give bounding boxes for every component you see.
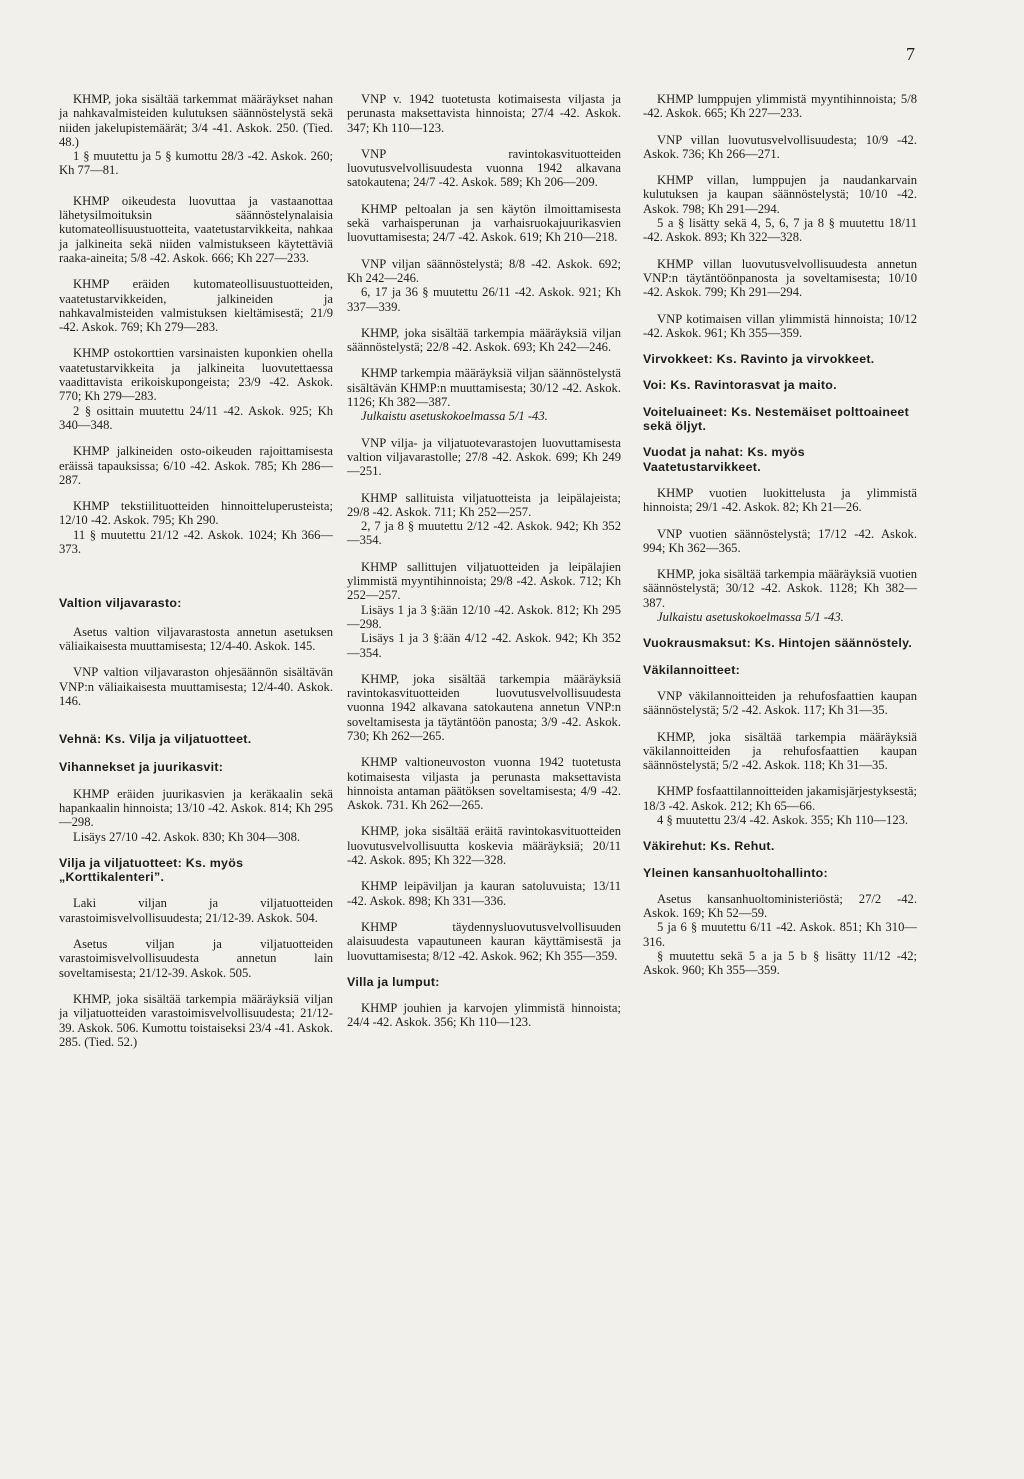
entry-text: KHMP, joka sisältää tarkempia määräyksiä väkilannoitteiden ja rehufosfaattien kaupan säännöstelystä; 5/2 -42. Askok. 118; Kh 31—35. xyxy=(643,729,917,773)
entry-text: 4 § muutettu 23/4 -42. Askok. 355; Kh 110—123. xyxy=(657,812,909,827)
entry-text: KHMP tekstiilituotteiden hinnoitteluperusteista; 12/10 -42. Askok. 795; Kh 290. xyxy=(59,499,333,528)
entry xyxy=(347,1001,621,1030)
entry xyxy=(59,499,333,556)
entry-text: Julkaistu asetuskokoelmassa 5/1 -43. xyxy=(361,409,548,424)
entry-text: 5 a § lisätty sekä 4, 5, 6, 7 ja 8 § muutettu 18/11 -42. Askok. 893; Kh 322—328. xyxy=(643,216,917,245)
entry xyxy=(643,892,917,978)
entry-text: VNP vilja- ja viljatuotevarastojen luovuttamisesta valtion viljavarastolle; 27/8 -42. Askok. 699; Kh 249—251. xyxy=(347,435,621,479)
entry-text: VNP valtion viljavaraston ohjesäännön sisältävän VNP:n väliaikaisesta muuttamisesta; 12/4-40. Askok. 146. xyxy=(59,665,333,708)
entry-text: KHMP vuotien luokittelusta ja ylimmistä hinnoista; 29/1 -42. Askok. 82; Kh 21—26. xyxy=(643,485,917,515)
entry-text: KHMP ostokorttien varsinaisten kuponkien ohella vaatetustarvikkeita ja jalkineita luovutettaessa vaadittavista erikoiskupongeista; 23/9 -42. Askok. 770; Kh 279—283. xyxy=(59,346,333,404)
middle-column xyxy=(347,92,621,1042)
entry-text: KHMP sallittujen viljatuotteiden ja leipälajien ylimmistä myyntihinnoista; 29/8 -42. Askok. 712; Kh 252—257. xyxy=(347,559,621,603)
entry-text: 6, 17 ja 36 § muutettu 26/11 -42. Askok. 921; Kh 337—339. xyxy=(347,285,621,314)
entry-text: VNP ravintokasvituotteiden luovutusvelvollisuudesta vuonna 1942 alkavana satokautena; 24/7 -42. Askok. 589; Kh 206—209. xyxy=(347,146,621,190)
entry xyxy=(347,147,621,190)
section-heading: Vehnä: Ks. Vilja ja viljatuotteet. xyxy=(59,732,252,747)
entry xyxy=(347,92,621,135)
entry xyxy=(59,194,333,265)
entry-text: VNP vuotien säännöstelystä; 17/12 -42. Askok. 994; Kh 362—365. xyxy=(643,526,917,555)
entry-text: VNP viljan säännöstelystä; 8/8 -42. Askok. 692; Kh 242—246. xyxy=(347,256,621,285)
entry xyxy=(347,257,621,314)
section-heading: Väkirehut: Ks. Rehut. xyxy=(643,839,775,854)
entry xyxy=(643,730,917,773)
page-number: 7 xyxy=(906,44,915,64)
section-heading: Voi: Ks. Ravintorasvat ja maito. xyxy=(643,378,837,393)
entry xyxy=(643,173,917,244)
entry xyxy=(643,312,917,341)
section-heading: Vilja ja viljatuotteet: Ks. myös „Korttikalenteri”. xyxy=(59,855,244,885)
entry-text: KHMP, joka sisältää eräitä ravintokasvituotteiden luovutusvelvollisuutta koskevia määräyksiä; 20/11 -42. Askok. 895; Kh 322—328. xyxy=(347,824,621,868)
entry-text: 5 ja 6 § muutettu 6/11 -42. Askok. 851; Kh 310—316. xyxy=(643,920,917,949)
entry-text: Asetus valtion viljavarastosta annetun asetuksen väliaikaisesta muuttamisesta; 12/4-40. Askok. 145. xyxy=(59,624,333,653)
entry-text: Julkaistu asetuskokoelmassa 5/1 -43. xyxy=(657,610,844,625)
entry-text: KHMP peltoalan ja sen käytön ilmoittamisesta sekä varhaisperunan ja varhaisruokajuurikasvien luovuttamisesta; 24/7 -42. Askok. 619; Kh 210—218. xyxy=(347,201,621,245)
entry xyxy=(643,567,917,624)
entry xyxy=(59,346,333,432)
entry-text: KHMP, joka sisältää tarkempia määräyksiä viljan ja viljatuotteiden varastoimisvelvollisuudesta; 21/12-39. Askok. 506. Kumottu toistaiseksi 23/4 -41. Askok. 285. (Tied. 52.) xyxy=(59,991,333,1049)
section-heading: Voiteluaineet: Ks. Nestemäiset polttoaineet sekä öljyt. xyxy=(643,404,910,434)
entry xyxy=(347,824,621,867)
entry-text: KHMP sallituista viljatuotteista ja leipälajeista; 29/8 -42. Askok. 711; Kh 252—257. xyxy=(347,490,621,519)
entry-text: Lisäys 27/10 -42. Askok. 830; Kh 304—308. xyxy=(73,829,301,844)
entry-text: KHMP fosfaattilannoitteiden jakamisjärjestyksestä; 18/3 -42. Askok. 212; Kh 65—66. xyxy=(643,784,917,813)
entry-text: VNP kotimaisen villan ylimmistä hinnoista; 10/12 -42. Askok. 961; Kh 355—359. xyxy=(643,311,917,340)
entry-text: 2, 7 ja 8 § muutettu 2/12 -42. Askok. 942; Kh 352—354. xyxy=(347,519,621,548)
section-heading: Villa ja lumput: xyxy=(347,974,440,989)
entry xyxy=(643,257,917,300)
entry-text: KHMP, joka sisältää tarkemmat määräykset nahan ja nahkavalmisteiden kulutuksen säännöstelystä sekä niiden jakelupistemäärät; 3/4 -41. Askok. 250. (Tied. 48.) xyxy=(59,92,333,149)
left-column xyxy=(59,92,333,1061)
entry xyxy=(643,92,917,121)
entry-text: KHMP leipäviljan ja kauran satoluvuista; 13/11 -42. Askok. 898; Kh 331—336. xyxy=(347,879,621,908)
entry-text: KHMP eräiden juurikasvien ja keräkaalin sekä hapankaalin hinnoista; 13/10 -42. Askok. 814; Kh 295—298. xyxy=(59,786,333,830)
entry-text: 1 § muutettu ja 5 § kumottu 28/3 -42. Askok. 260; Kh 77—81. xyxy=(59,149,333,178)
entry-text: KHMP villan luovutusvelvollisuudesta annetun VNP:n täytäntöönpanosta ja soveltamisesta; 10/10 -42. Askok. 799; Kh 291—294. xyxy=(643,256,917,300)
entry-text: KHMP täydennysluovutusvelvollisuuden alaisuudesta vapautuneen kauran käyttämisestä ja luovuttamisesta; 8/12 -42. Askok. 962; Kh 355—359. xyxy=(347,919,621,963)
entry xyxy=(347,560,621,660)
entry-text: KHMP, joka sisältää tarkempia määräyksiä ravintokasvituotteiden luovutusvelvollisuudesta vuonna 1942 alkavana satokautena annetun VNP:n soveltamisesta ja täytäntöön panosta; 3/9 -42. Askok. 730; Kh 262—265. xyxy=(347,671,621,743)
entry xyxy=(347,491,621,548)
entry-text: VNP väkilannoitteiden ja rehufosfaattien kaupan säännöstelystä; 5/2 -42. Askok. 117; Kh 31—35. xyxy=(643,688,917,718)
entry-text: KHMP jouhien ja karvojen ylimmistä hinnoista; 24/4 -42. Askok. 356; Kh 110—123. xyxy=(347,1001,621,1030)
section-heading: Väkilannoitteet: xyxy=(643,662,741,677)
entry xyxy=(347,366,621,423)
entry xyxy=(347,755,621,812)
section-heading: Virvokkeet: Ks. Ravinto ja virvokkeet. xyxy=(643,352,875,367)
entry-text: KHMP oikeudesta luovuttaa ja vastaanottaa lähetysilmoituksin säännöstelynalaisia kutomateollisuustuotteita, vaatetustarvikkeita, nahkaa ja jalkineita sekä niiden valmistukseen käytettäviä raaka-aineita; 5/8 -42. Askok. 666; Kh 227—233. xyxy=(59,193,333,265)
entry-text: Asetus viljan ja viljatuotteiden varastoimisvelvollisuudesta annetun lain soveltamisesta; 21/12-39. Askok. 505. xyxy=(59,937,333,980)
entry-text: KHMP jalkineiden osto-oikeuden rajoittamisesta eräissä tapauksissa; 6/10 -42. Askok. 785; Kh 286—287. xyxy=(59,444,333,487)
entry xyxy=(347,920,621,963)
section-heading: Yleinen kansanhuoltohallinto: xyxy=(643,865,828,880)
section-heading: Vuokrausmaksut: Ks. Hintojen säännöstely. xyxy=(643,636,913,651)
entry xyxy=(59,787,333,844)
entry xyxy=(643,784,917,827)
entry-text: Lisäys 1 ja 3 §:ään 4/12 -42. Askok. 942; Kh 352—354. xyxy=(347,631,621,660)
entry xyxy=(643,133,917,162)
entry xyxy=(643,689,917,718)
entry xyxy=(59,665,333,708)
entry xyxy=(59,625,333,654)
entry-text: KHMP, joka sisältää tarkempia määräyksiä viljan säännöstelystä; 22/8 -42. Askok. 693; Kh 242—246. xyxy=(347,325,621,355)
entry xyxy=(59,277,333,334)
entry-text: KHMP eräiden kutomateollisuustuotteiden, vaatetustarvikkeiden, jalkineiden ja nahkavalmisteiden valmistuksen kieltämisestä; 21/9 -42. Askok. 769; Kh 279—283. xyxy=(59,277,333,335)
entry xyxy=(59,92,333,178)
right-column xyxy=(643,92,917,990)
section-heading: Vuodat ja nahat: Ks. myös Vaatetustarvikkeet. xyxy=(643,445,805,474)
entry xyxy=(347,326,621,355)
entry-text: 11 § muutettu 21/12 -42. Askok. 1024; Kh 366—373. xyxy=(59,527,333,557)
entry xyxy=(59,992,333,1049)
entry xyxy=(347,202,621,245)
entry-text: Laki viljan ja viljatuotteiden varastoimisvelvollisuudesta; 21/12-39. Askok. 504. xyxy=(59,896,333,925)
entry xyxy=(643,486,917,515)
section-heading: Valtion viljavarasto: xyxy=(59,596,182,611)
entry xyxy=(59,937,333,980)
entry-text: KHMP lumppujen ylimmistä myyntihinnoista; 5/8 -42. Askok. 665; Kh 227—233. xyxy=(643,92,917,121)
entry-text: Asetus kansanhuoltoministeriöstä; 27/2 -42. Askok. 169; Kh 52—59. xyxy=(643,891,917,921)
entry xyxy=(59,444,333,487)
entry-text: KHMP tarkempia määräyksiä viljan säännöstelystä sisältävän KHMP:n muuttamisesta; 30/12 -42. Askok. 1126; Kh 382—387. xyxy=(347,366,621,410)
section-heading: Vihannekset ja juurikasvit: xyxy=(59,760,224,775)
entry xyxy=(347,436,621,479)
entry xyxy=(643,527,917,556)
entry-text: Lisäys 1 ja 3 §:ään 12/10 -42. Askok. 812; Kh 295—298. xyxy=(347,602,621,631)
entry-text: § muutettu sekä 5 a ja 5 b § lisätty 11/12 -42; Askok. 960; Kh 355—359. xyxy=(643,949,917,978)
entry xyxy=(59,896,333,925)
entry-text: VNP villan luovutusvelvollisuudesta; 10/9 -42. Askok. 736; Kh 266—271. xyxy=(643,132,917,161)
entry xyxy=(347,672,621,743)
entry-text: 2 § osittain muutettu 24/11 -42. Askok. 925; Kh 340—348. xyxy=(59,403,333,432)
entry xyxy=(347,879,621,908)
entry-text: VNP v. 1942 tuotetusta kotimaisesta viljasta ja perunasta maksettavista hinnoista; 27/4 -42. Askok. 347; Kh 110—123. xyxy=(347,92,621,135)
entry-text: KHMP villan, lumppujen ja naudankarvain kulutuksen ja kaupan säännöstelystä; 10/10 -42. Askok. 798; Kh 291—294. xyxy=(643,173,917,216)
entry-text: KHMP valtioneuvoston vuonna 1942 tuotetusta kotimaisesta viljasta ja perunasta maksettavista hinnoista antaman päätöksen soveltamisesta; 4/9 -42. Askok. 731. Kh 262—265. xyxy=(347,755,621,813)
entry-text: KHMP, joka sisältää tarkempia määräyksiä vuotien säännöstelystä; 30/12 -42. Askok. 1128; Kh 382—387. xyxy=(643,567,917,610)
